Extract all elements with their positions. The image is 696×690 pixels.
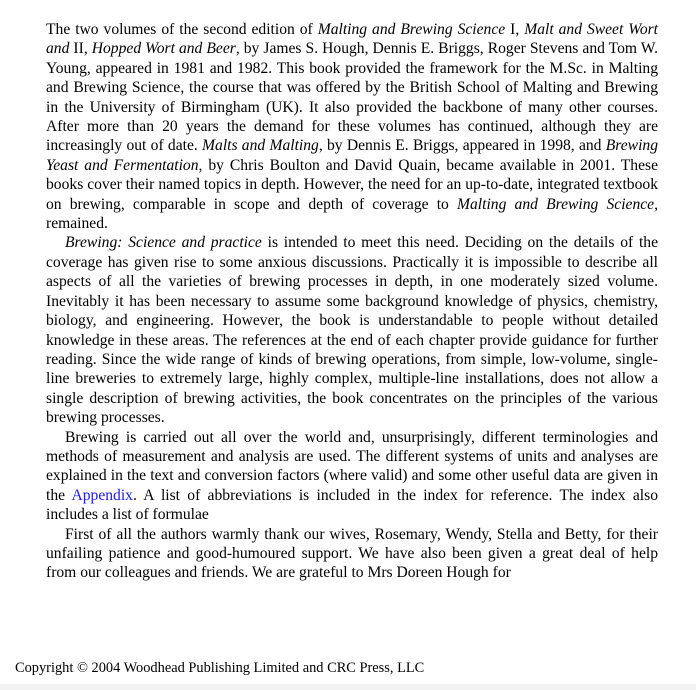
text-run: , by James S. Hough, Dennis E. Briggs, Roger Stevens and Tom W. Young, appeared in 1981 and 1982. This book provided the framework for the M.Sc. in Malting and Brewing Science, the course that was offered by the British School of Malting and Brewing in the University of Birmingham (UK). It also provided the backbone of many other courses. After more than 20 years the demand for these volumes has continued, although they are increasingly out of date. <box>46 40 658 155</box>
text-run: is intended to meet this need. Deciding on the details of the coverage has given rise to some anxious discussions. Practically it is impossible to describe all aspects of all the varieties of brewing processes in depth, in one moderately sized volume. Inevitably it has been necessary to assume some background knowledge of physics, chemistry, biology, and engineering. However, the book is understandable to people without detailed knowledge in these areas. The references at the end of each chapter provide guidance for further reading. Since the wide range of kinds of brewing operations, from simple, low-volume, single-line breweries to extremely large, highly complex, multiple-line installations, does not allow a single description of brewing activities, the book concentrates on the principles of the various brewing processes. <box>46 234 658 427</box>
paragraph-3 <box>46 428 658 525</box>
text-run: I, <box>505 21 525 38</box>
book-title-italic: Malting and Brewing Science, <box>457 195 658 213</box>
book-title-italic: Malts and Malting <box>202 137 319 155</box>
text-run: Brewing is carried out all over the world and, unsurprisingly, different terminologies and methods of measurement and analysis are used. The different systems of units and analyses are explained in the text and conversion factors (where valid) and some other useful data are given in the <box>46 428 658 504</box>
appendix-link[interactable]: Appendix <box>71 486 133 504</box>
text-run: , by Dennis E. Briggs, appeared in 1998, and <box>318 137 606 155</box>
book-title-italic: Malting and Brewing Science <box>317 21 506 38</box>
text-run: . A list of abbreviations is included in the index for reference. The index also includes a list of formulae <box>46 486 658 524</box>
book-title-italic: Brewing: Science and practice <box>65 234 262 252</box>
text-run: remained. <box>46 215 108 233</box>
text-run: First of all the authors warmly thank our wives, Rosemary, Wendy, Stella and Betty, for their unfailing patience and good-humoured support. We have also been given a great deal of help from our colleagues and friends. We are grateful to Mrs Doreen Hough for <box>46 525 658 582</box>
paragraph-2 <box>46 233 658 427</box>
copyright-footer: Copyright © 2004 Woodhead Publishing Limited and CRC Press, LLC <box>15 660 425 676</box>
bottom-divider <box>0 684 696 690</box>
text-run: by Chris Boulton and David Quain, became available in 2001. These books cover their named topics in depth. However, the need for an up-to-date, integrated textbook on brewing, comparable in scope and depth of coverage to <box>46 156 658 213</box>
book-title-italic: Hopped Wort and Beer <box>91 40 236 58</box>
text-run: The two volumes of the second edition of <box>46 21 318 38</box>
book-title-italic: Malt and Sweet Wort and <box>46 21 659 58</box>
paragraph-4 <box>46 525 658 583</box>
paragraph-1 <box>46 20 658 233</box>
book-title-italic: Brewing Yeast and Fermentation, <box>46 137 658 174</box>
text-run: II, <box>69 40 92 58</box>
document-body <box>46 20 658 583</box>
